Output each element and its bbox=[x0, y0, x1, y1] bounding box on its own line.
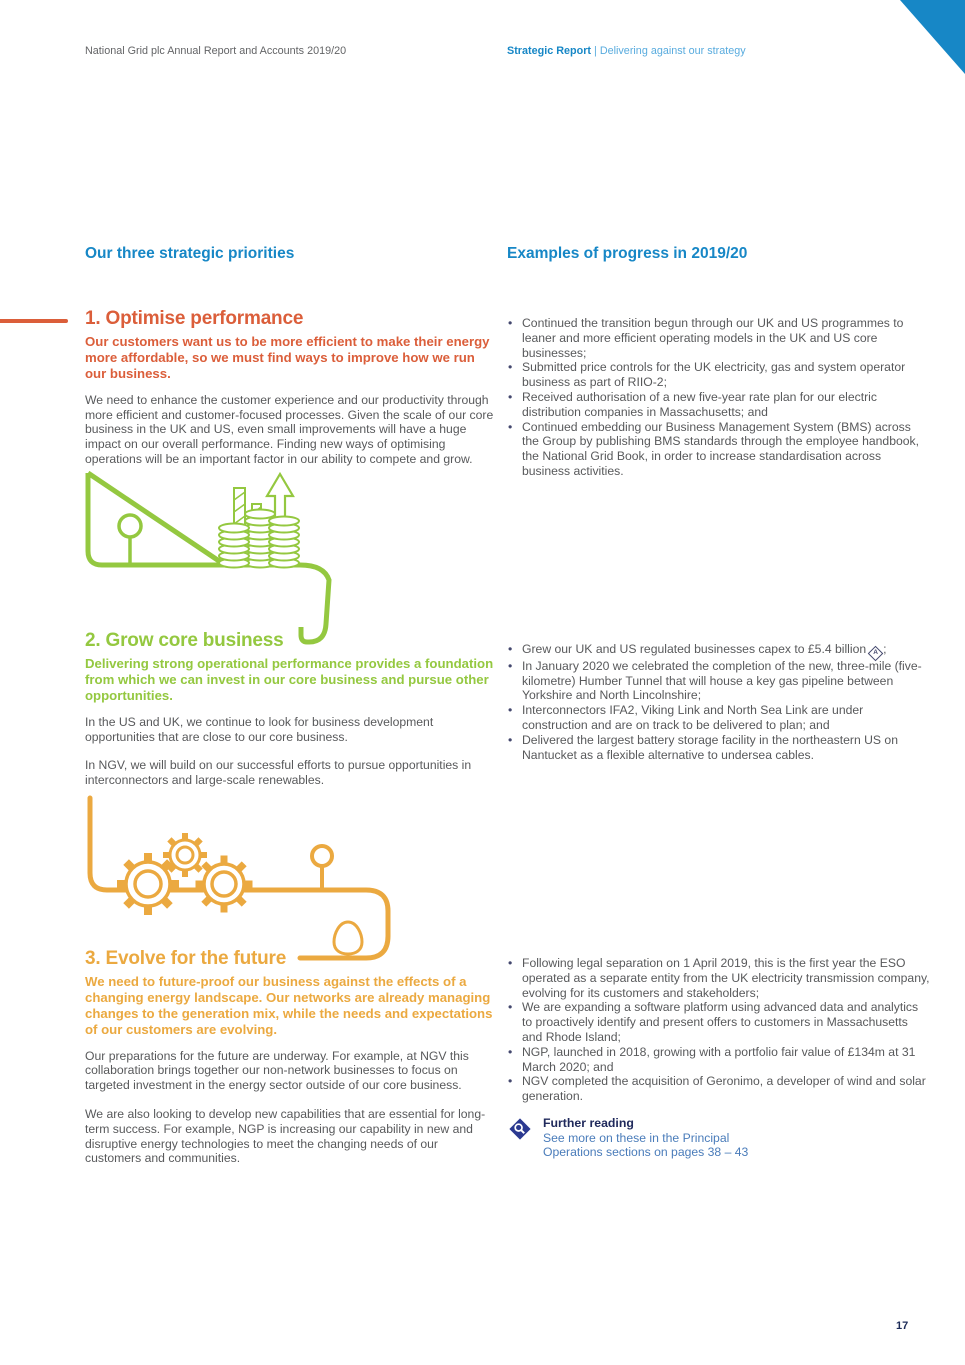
section-1-subtitle: Our customers want us to be more efficient to make their energy more affordable, so we must find ways to improve how we run our business. bbox=[85, 334, 490, 381]
left-column-title: Our three strategic priorities bbox=[85, 245, 295, 262]
further-reading-title: Further reading bbox=[543, 1116, 634, 1130]
section-3-paragraph: Our preparations for the future are underway. For example, at NGV this collaboration brings together our non-network businesses to focus on targeted investment in the energy sector outside of our core business. bbox=[85, 1048, 469, 1093]
list-item: • Received authorisation of a new five-year rate plan for our electric distribution companies in Massachusetts; and bbox=[507, 390, 931, 420]
right-column-title: Examples of progress in 2019/20 bbox=[507, 245, 748, 262]
section-1 bbox=[85, 308, 497, 481]
list-item: • Grew our UK and US regulated businesses capex to £5.4 billion A ; bbox=[507, 642, 931, 659]
running-header-right bbox=[507, 45, 746, 57]
list-item: • Interconnectors IFA2, Viking Link and North Sea Link are under construction and are on track to be delivered to plan; and bbox=[507, 703, 931, 733]
further-reading-body bbox=[543, 1116, 748, 1160]
list-item: • Continued the transition begun through our UK and US programmes to leaner and more efficient operating models in the UK and US core businesses; bbox=[507, 316, 931, 360]
list-item: • NGP, launched in 2018, growing with a portfolio fair value of £134m at 31 March 2020; and bbox=[507, 1045, 931, 1075]
further-reading bbox=[507, 1116, 748, 1160]
section-1-heading: 1. Optimise performance bbox=[85, 308, 304, 329]
section-3-paragraph: We are also looking to develop new capabilities that are essential for long-term success. For example, NGP is increasing our capability in new and disruptive energy technologies to meet the changing needs of our customers and communities. bbox=[85, 1107, 486, 1166]
section-2 bbox=[85, 630, 497, 802]
running-header-separator: | bbox=[591, 45, 600, 57]
list-item: • NGV completed the acquisition of Geronimo, a developer of wind and solar generation. bbox=[507, 1074, 931, 1104]
further-reading-text-line2: Operations sections on pages 38 – 43 bbox=[543, 1145, 749, 1159]
section-2-paragraph: In the US and UK, we continue to look for business development opportunities that are close to our core business. bbox=[85, 714, 434, 744]
section-3 bbox=[85, 948, 497, 1180]
section-3-subtitle: We need to future-proof our business against the effects of a changing energy landscape. Our networks are already managing changes to the generation mix, while the needs and expectations of our customers are evolving. bbox=[85, 974, 493, 1037]
magnifier-diamond-icon bbox=[507, 1116, 533, 1142]
section-1-paragraph: We need to enhance the customer experience and our productivity through more efficient and customer-focused processes. Given the scale of our core business in the UK and US, even small improvements will have a huge impact on our overall performance. Finding new ways of optimising operations will be an important factor in our ability to compete and grow. bbox=[85, 392, 494, 466]
page-number: 17 bbox=[896, 1320, 909, 1332]
further-reading-text-line1: See more on these in the Principal bbox=[543, 1130, 730, 1145]
section-3-progress-list bbox=[507, 956, 931, 1104]
list-item: • In January 2020 we celebrated the completion of the new, three-mile (five-kilometre) Humber Tunnel that will house a key gas pipeline between Yorkshire and North Lincolnshire; bbox=[507, 659, 931, 703]
list-item: • Continued embedding our Business Management System (BMS) across the Group by publishing BMS standards through the employee handbook, the National Grid Book, in order to increase standardisation across business activities. bbox=[507, 420, 931, 479]
section-2-subtitle: Delivering strong operational performance provides a foundation from which we can invest in our core business and pursue other opportunities. bbox=[85, 656, 494, 703]
section-1-progress-list bbox=[507, 316, 931, 479]
growth-illustration bbox=[82, 466, 337, 651]
apm-indicator-icon: A bbox=[868, 645, 884, 661]
section-2-progress-list bbox=[507, 642, 931, 762]
list-item: • Delivered the largest battery storage facility in the northeastern US on Nantucket as a flexible alternative to undersea cables. bbox=[507, 733, 931, 763]
list-item: • Following legal separation on 1 April 2019, this is the first year the ESO operated as a separate entity from the UK electricity transmission company, evolving for its customers and stakeholders; bbox=[507, 956, 931, 1000]
running-header-left: National Grid plc Annual Report and Accounts 2019/20 bbox=[85, 45, 347, 57]
section-2-heading: 2. Grow core business bbox=[85, 630, 284, 651]
section-2-paragraph: In NGV, we will build on our successful efforts to pursue opportunities in interconnectors and large-scale renewables. bbox=[85, 758, 472, 788]
list-item: • We are expanding a software platform using advanced data and analytics to proactively identify and present offers to customers in Massachusetts and Rhode Island; bbox=[507, 1000, 931, 1044]
running-header-chapter: Delivering against our strategy bbox=[599, 45, 746, 57]
section-3-heading: 3. Evolve for the future bbox=[85, 948, 287, 969]
list-item: • Submitted price controls for the UK electricity, gas and system operator business as part of RIIO-2; bbox=[507, 360, 931, 390]
corner-accent-triangle bbox=[900, 0, 965, 74]
section1-accent-rule bbox=[0, 319, 68, 323]
running-header-section: Strategic Report bbox=[507, 45, 591, 57]
